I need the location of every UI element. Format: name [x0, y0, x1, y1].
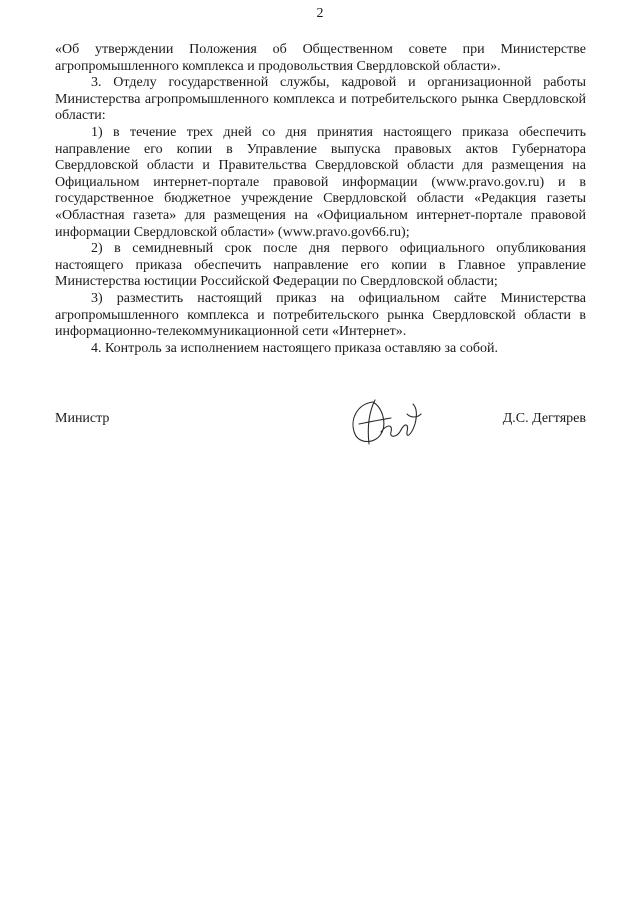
- signatory-title: Министр: [55, 411, 110, 426]
- paragraph-continuation: «Об утверждении Положения об Общественном совете при Министерстве агропромышленного комплекса и продовольствия Свердловской области».: [55, 42, 586, 74]
- paragraph-item-3: 3. Отделу государственной службы, кадровой и организационной работы Министерства агропромышленного комплекса и потребительского рынка Свердловской области:: [55, 75, 586, 124]
- signature-block: [55, 408, 586, 448]
- paragraph-item-4: 4. Контроль за исполнением настоящего приказа оставляю за собой.: [91, 340, 499, 356]
- signatory-name: Д.С. Дегтярев: [502, 411, 586, 426]
- handwritten-signature: [345, 394, 425, 450]
- paragraph-subitem-2: 2) в семидневный срок после дня первого официального опубликования настоящего приказа обеспечить направление его копии в Главное управление Министерства юстиции Российской Федерации по Свердловской области;: [55, 241, 586, 290]
- paragraph-subitem-1: 1) в течение трех дней со дня принятия настоящего приказа обеспечить направление его копии в Управление выпуска правовых актов Губернатора Свердловской области и Правительства Свердловской области для размещения на Официальном интернет-портале правовой информации (www.pravo.gov.ru) и в государственное бюджетное учреждение Свердловской области «Редакция газеты «Областная газета» для размещения на «Официальном интернет-портале правовой информации Свердловской области» (www.pravo.gov66.ru);: [55, 124, 586, 240]
- document-body: [55, 42, 586, 357]
- page-number: 2: [316, 6, 324, 21]
- paragraph-subitem-3: 3) разместить настоящий приказ на официальном сайте Министерства агропромышленного комплекса и потребительского рынка Свердловской области в информационно-телекоммуникационной сети «Интернет».: [55, 290, 586, 340]
